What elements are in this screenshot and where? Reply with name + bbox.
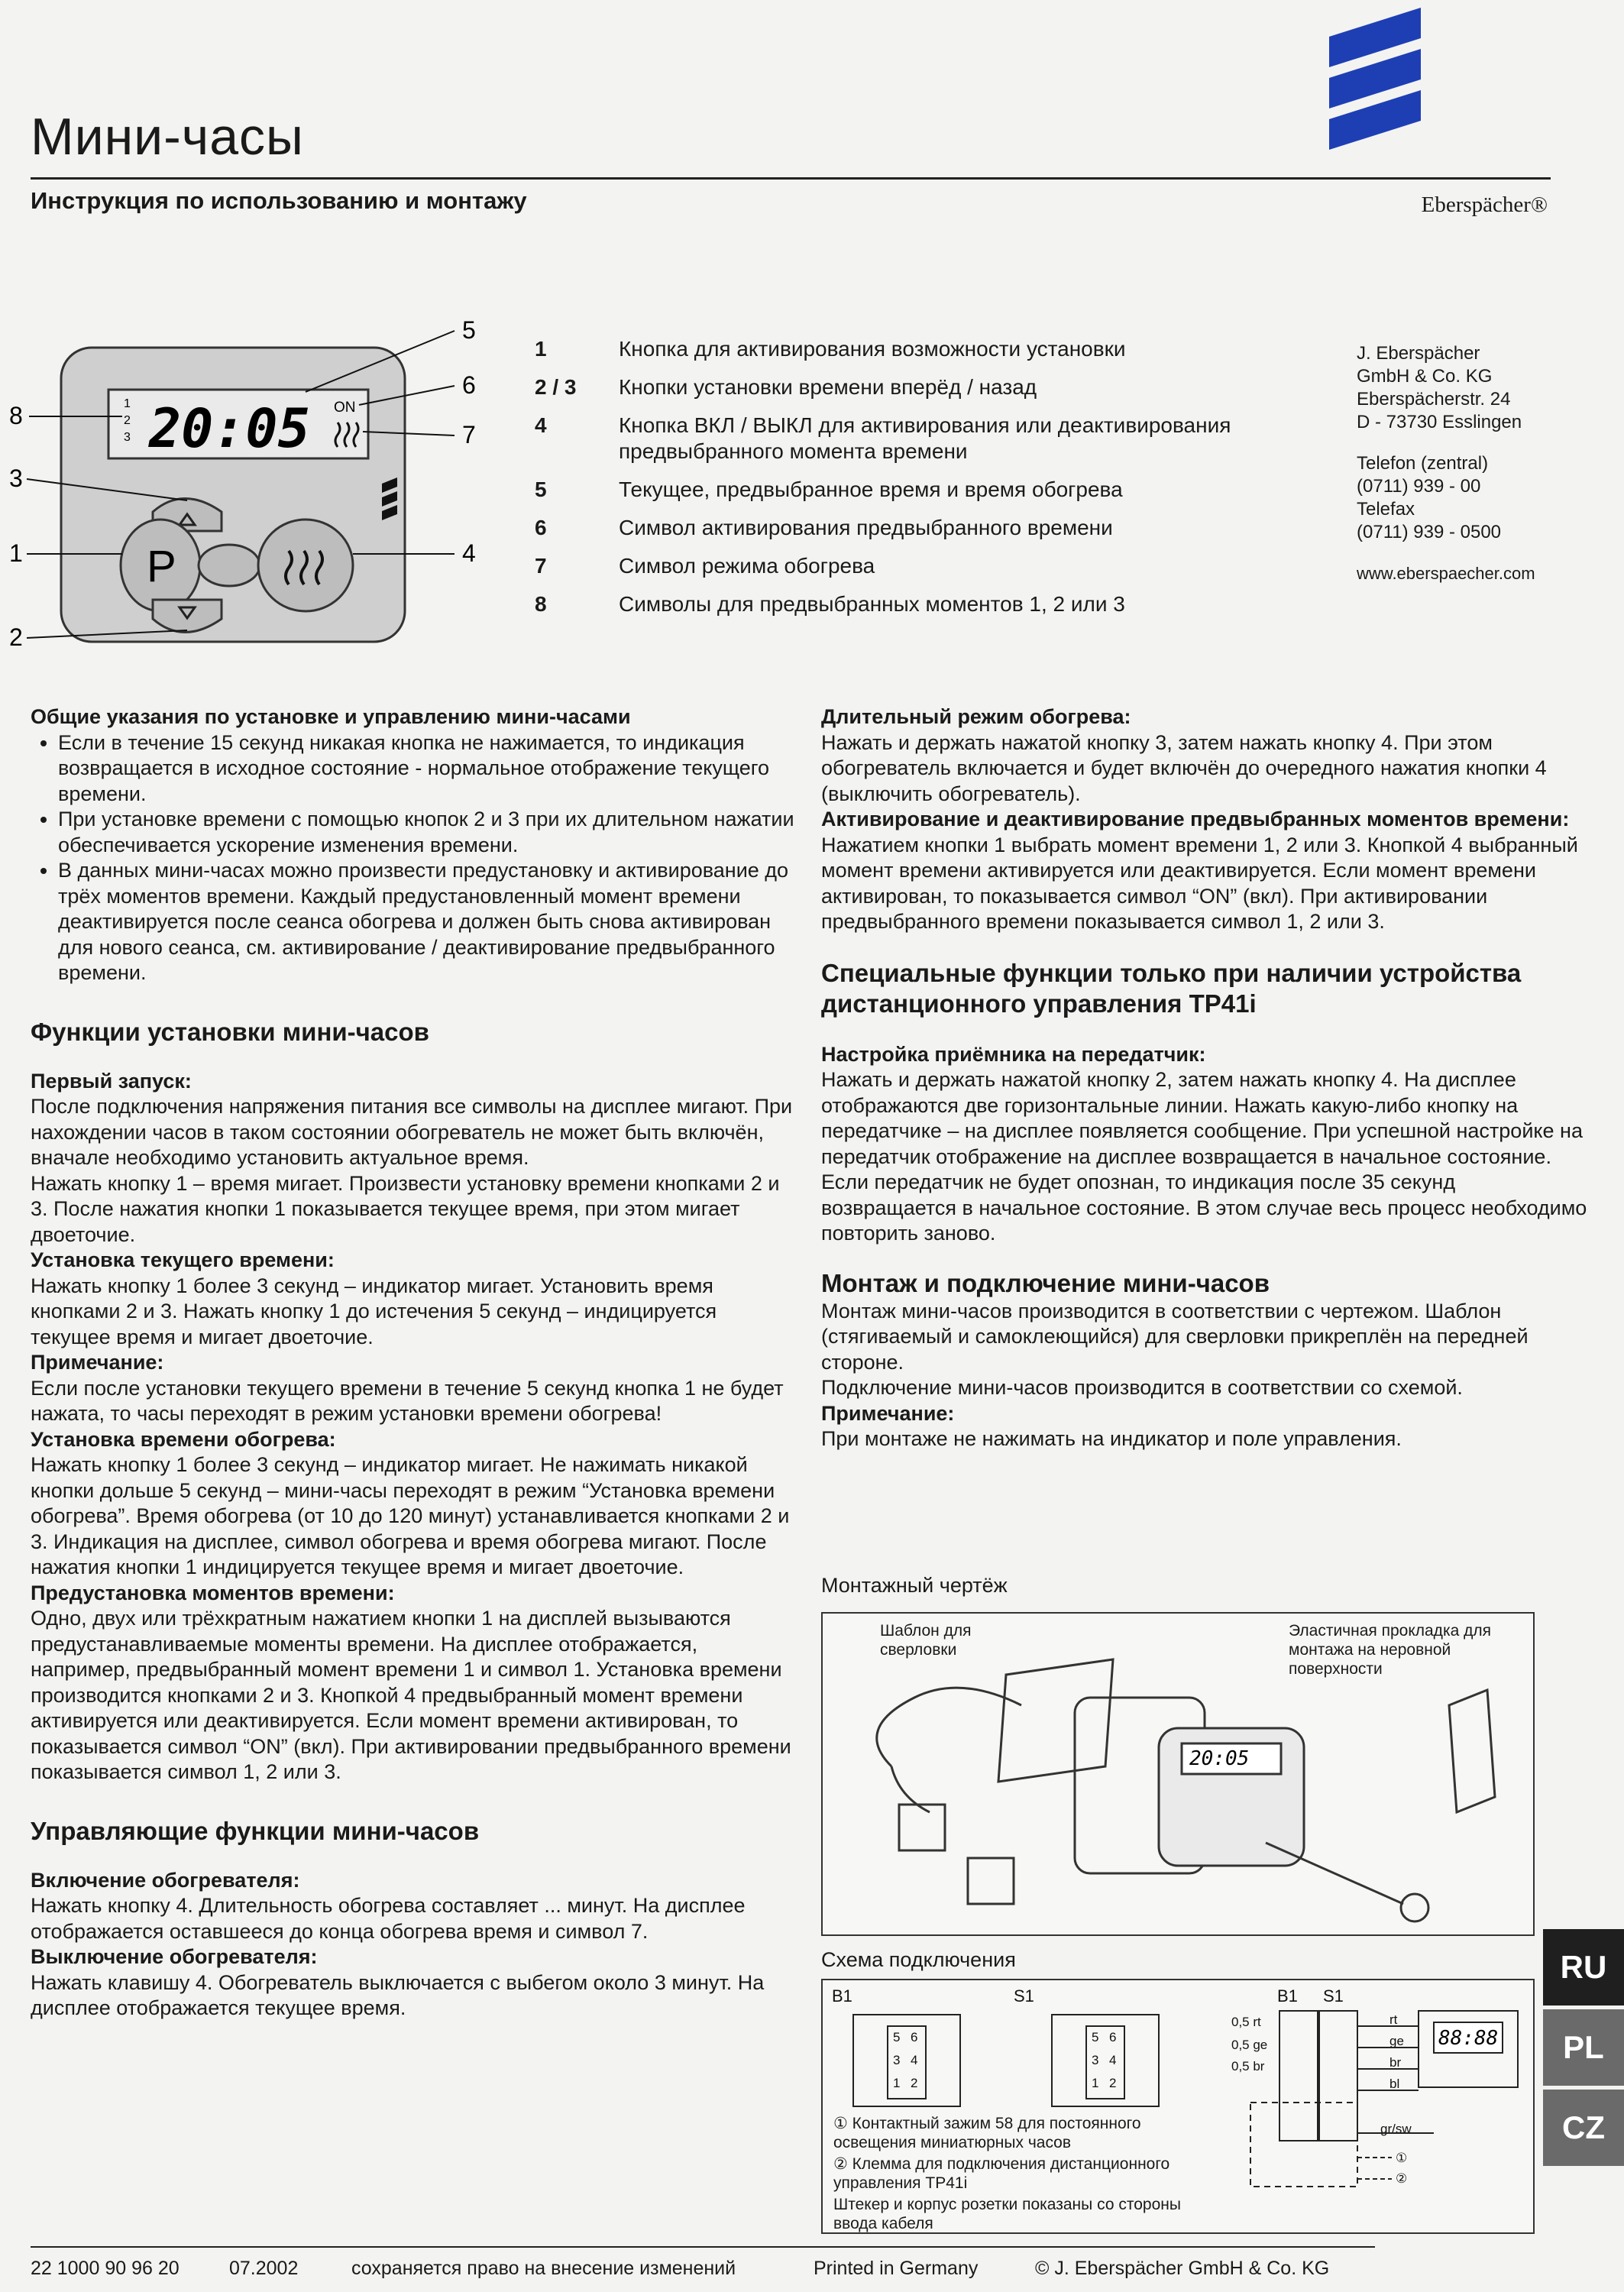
legend-row: 2 / 3 Кнопки установки времени вперёд / назад [535, 375, 1037, 399]
callout-6: 6 [462, 371, 476, 399]
callout-7: 7 [462, 421, 476, 448]
svg-text:1: 1 [893, 2076, 901, 2090]
legend-row: 6 Символ активирования предвыбранного времени [535, 516, 1113, 539]
tab-ru[interactable]: RU [1543, 1929, 1624, 2006]
section-title: Монтаж и подключение мини-часов [821, 1268, 1270, 1297]
left-column: Общие указания по установке и управлению мини-часами • Если в течение 15 секунд никакая кнопка не нажимается, то индикация возвращается в исходное состояние - нормальное отображение текущего времени. • При установке времени с помощью кнопок 2 и 3 при их длительном нажатии обеспечивается ускорение изменения времени. • В данных мини-часах можно произвести предустановку и активирование до трёх моментов времени. Каждый предустановленный момент времени деактивируется после сеанса обогрева и должен быть снова активирован для нового сеанса, см. активирование / деактивирование предвыбранного времени. Функции установки мини-часов Первый запуск: После подключения напряжения питания все символы на дисплее мигают. При нахождении часов в таком состоянии обогреватель не может быть включён, вначале необходимо установить актуальное время. Нажать кнопку 1 – время мигает. Произвести установку времени кнопками 2 и 3. После нажатия кнопки 1 показывается текущее время, при этом мигает двоеточие. Установка текущего времени: Нажать кнопку 1 более 3 секунд – индикатор мигает. Установить время кнопками 2 и 3. Нажать кнопку 1 до истечения 5 секунд – индицируется текущее время и мигает двоеточие. Примечание: Если после установки текущего времени в течение 5 секунд кнопка 1 не будет нажата, то часы переходят в режим установки времени обогрева! Установка времени обогрева: Нажать кнопку 1 более 3 секунд – индикатор мигает. Не нажимать никакой кнопки дольше 5 секунд – мини-часы переходят в режим “Установка времени обогрева”. Время обогрева (от 10 до 120 минут) устанавливается кнопками 2 и 3. Индикация на дисплее, символ обогрева и время обогрева мигают. После нажатия кнопки 1 индицируется текущее время и мигает двоеточие. Предустановка моментов времени: Одно, двух или трёхкратным нажатием кнопки 1 на дисплей вызываются предустанавливаемые моменты времени. На дисплее отображается, например, предвыбранный момент времени 1 и символ 1. Установка времени производится кнопками 2 и 3. Кнопкой 4 предвыбранный момент времени активируется или деактивируется. Если момент времени активирован, то показывается символ “ON” (вкл). При активировании предвыбранного времени показывается символ 1, 2 или 3. Управляющие функции мини-часов Включение обогревателя: Нажать кнопку 4. Длительность обогрева составляет ... минут. На дисплее отображается оставшееся до конца обогрева время и символ 7. Выключение обогревателя: Нажать клавишу 4. Обогреватель выключается с выбегом около 3 минут. На дисплее отображается текущее время. [31, 704, 802, 2022]
eberspaecher-logo [1314, 8, 1421, 153]
brand-name: Eberspächer® [1421, 193, 1548, 217]
on-symbol: ON [334, 400, 356, 416]
s1-label-right: S1 [1323, 1986, 1344, 2006]
legend-row: 1 Кнопка для активирования возможности установки [535, 337, 1126, 361]
callout-2: 2 [9, 623, 23, 651]
svg-text:5: 5 [893, 2030, 901, 2044]
gasket-label: Эластичная прокладка для монтажа на неровной поверхности [1289, 1622, 1491, 1678]
svg-text:②: ② [1396, 2171, 1408, 2186]
part-number: 22 1000 90 96 20 [31, 2258, 180, 2279]
general-notes-list: • Если в течение 15 секунд никакая кнопка не нажимается, то индикация возвращается в исходное состояние - нормальное отображение текущего времени. • При установке времени с помощью кнопок 2 и 3 при их длительном нажатии обеспечивается ускорение изменения времени. • В данных мини-часах можно произвести предустановку и активирование до трёх моментов времени. Каждый предустановленный момент времени деактивируется после сеанса обогрева и должен быть снова активирован для нового сеанса, см. активирование / деактивирование предвыбранного времени. [31, 730, 802, 986]
callout-4: 4 [462, 539, 476, 567]
title-rule [31, 177, 1551, 180]
svg-text:3: 3 [893, 2053, 901, 2067]
section-title: Специальные функции только при наличии устройства дистанционного управления TP41i [821, 958, 1522, 1018]
wire-label: 0,5 ge [1231, 2038, 1268, 2052]
svg-text:gr/sw: gr/sw [1380, 2122, 1412, 2136]
section-heading: Общие указания по установке и управлению мини-часами [31, 705, 631, 728]
page-subtitle: Инструкция по использованию и монтажу [31, 187, 527, 214]
svg-text:6: 6 [1109, 2030, 1117, 2044]
legend-row: 8 Символы для предвыбранных моментов 1, 2 или 3 [535, 592, 1125, 616]
svg-text:6: 6 [911, 2030, 918, 2044]
device-logo-icon [382, 478, 397, 520]
callout-3: 3 [9, 465, 23, 492]
scheme-note-3: Штекер и корпус розетки показаны со стороны ввода кабеля [833, 2196, 1181, 2232]
svg-text:2: 2 [911, 2076, 918, 2090]
callout-1: 1 [9, 539, 23, 567]
legend-row: 4 Кнопка ВКЛ / ВЫКЛ для активирования или деактивирования предвыбранного момента времени [535, 413, 1231, 463]
tab-cz[interactable]: CZ [1543, 2090, 1624, 2166]
p-button-label: P [147, 542, 176, 591]
rights-notice: сохраняется право на внесение изменений [351, 2258, 736, 2279]
scheme-note-1: ① Контактный зажим 58 для постоянного освещения миниатюрных часов [833, 2115, 1141, 2151]
legend-list [535, 336, 1337, 630]
svg-text:4: 4 [1109, 2053, 1117, 2067]
copyright: © J. Eberspächer GmbH & Co. KG [1035, 2258, 1330, 2279]
wire-label: 0,5 br [1231, 2059, 1265, 2073]
display-time: 20:05 [149, 397, 310, 460]
print-date: 07.2002 [229, 2258, 299, 2279]
scheme-display-text: 88:88 [1438, 2027, 1499, 2050]
preset-number-1: 1 [124, 397, 131, 410]
svg-text:ge: ge [1389, 2034, 1404, 2048]
device-illustration [0, 309, 504, 668]
wire-label: 0,5 rt [1231, 2015, 1261, 2029]
right-column: Длительный режим обогрева: Нажать и держать нажатой кнопку 3, затем нажать кнопку 4. При этом обогреватель включается и будет включён до очередного нажатия кнопки 4 (выключить обогреватель). Активирование и деактивирование предвыбранных моментов времени: Нажатием кнопки 1 выбрать момент времени 1, 2 или 3. Кнопкой 4 выбранный момент времени активируется или деактивируется. Если момент времени активирован, то показывается символ “ON” (вкл). При активировании предвыбранного времени показывается символ 1, 2 или 3. Специальные функции только при наличии устройства дистанционного управления TP41i Настройка приёмника на передатчик: Нажать и держать нажатой кнопку 2, затем нажать кнопку 4. На дисплее отображаются две горизонтальные линии. Нажать какую-либо кнопку на передатчике – на дисплее появляется сообщение. При успешной настройке на передатчик отображение на дисплее возвращается в начальное состояние. Если передатчик не будет опознан, то индикация после 35 секунд возвращается в начальное состояние. В этом случае весь процесс необходимо повторить заново. Монтаж и подключение мини-часов Монтаж мини-часов производится в соответствии с чертежом. Шаблон (стягиваемый и самоклеющийся) для сверловки прикреплён на передней стороне. Подключение мини-часов производится в соответствии со схемой. Примечание: При монтаже не нажимать на индикатор и поле управления. [821, 704, 1593, 1452]
svg-text:br: br [1389, 2055, 1402, 2070]
scheme-note-2: ② Клемма для подключения дистанционного управления TP41i [833, 2155, 1170, 2192]
drill-template [998, 1659, 1113, 1782]
company-address: J. Eberspächer GmbH & Co. KG Eberspächerstr. 24 D - 73730 Esslingen Telefon (zentral) (0711) 939 - 00 Telefax (0711) 939 - 0500 www.eberspaecher.com [1357, 342, 1616, 585]
website-link[interactable]: www.eberspaecher.com [1357, 564, 1535, 583]
s1-label: S1 [1014, 1986, 1034, 2006]
center-button [199, 545, 260, 586]
footer-rule [31, 2246, 1375, 2248]
callout-5: 5 [462, 316, 476, 344]
svg-text:5: 5 [1092, 2030, 1099, 2044]
drawing-label: Монтажный чертёж [821, 1574, 1008, 1597]
svg-text:2: 2 [1109, 2076, 1117, 2090]
tab-pl[interactable]: PL [1543, 2009, 1624, 2086]
b1-label-right: B1 [1277, 1986, 1298, 2006]
svg-text:bl: bl [1389, 2077, 1400, 2091]
svg-text:1: 1 [1092, 2076, 1099, 2090]
drawing-time: 20:05 [1189, 1747, 1250, 1770]
scheme-label: Схема подключения [821, 1948, 1016, 1971]
page-title: Мини-часы [31, 108, 304, 166]
preset-number-3: 3 [124, 431, 131, 444]
b1-label: B1 [832, 1986, 852, 2006]
printed-in: Printed in Germany [814, 2258, 979, 2279]
connection-scheme [821, 1979, 1535, 2234]
template-label: Шаблон для сверловки [880, 1622, 972, 1659]
svg-text:rt: rt [1389, 2012, 1398, 2027]
svg-text:①: ① [1396, 2151, 1408, 2165]
svg-text:4: 4 [911, 2053, 918, 2067]
legend-row: 7 Символ режима обогрева [535, 554, 875, 578]
svg-text:3: 3 [1092, 2053, 1099, 2067]
preset-number-2: 2 [124, 414, 131, 427]
section-title: Функции установки мини-часов [31, 1017, 429, 1046]
callout-8: 8 [9, 402, 23, 429]
section-title: Управляющие функции мини-часов [31, 1816, 480, 1845]
legend-row: 5 Текущее, предвыбранное время и время обогрева [535, 478, 1123, 501]
mounting-drawing [821, 1612, 1535, 1936]
